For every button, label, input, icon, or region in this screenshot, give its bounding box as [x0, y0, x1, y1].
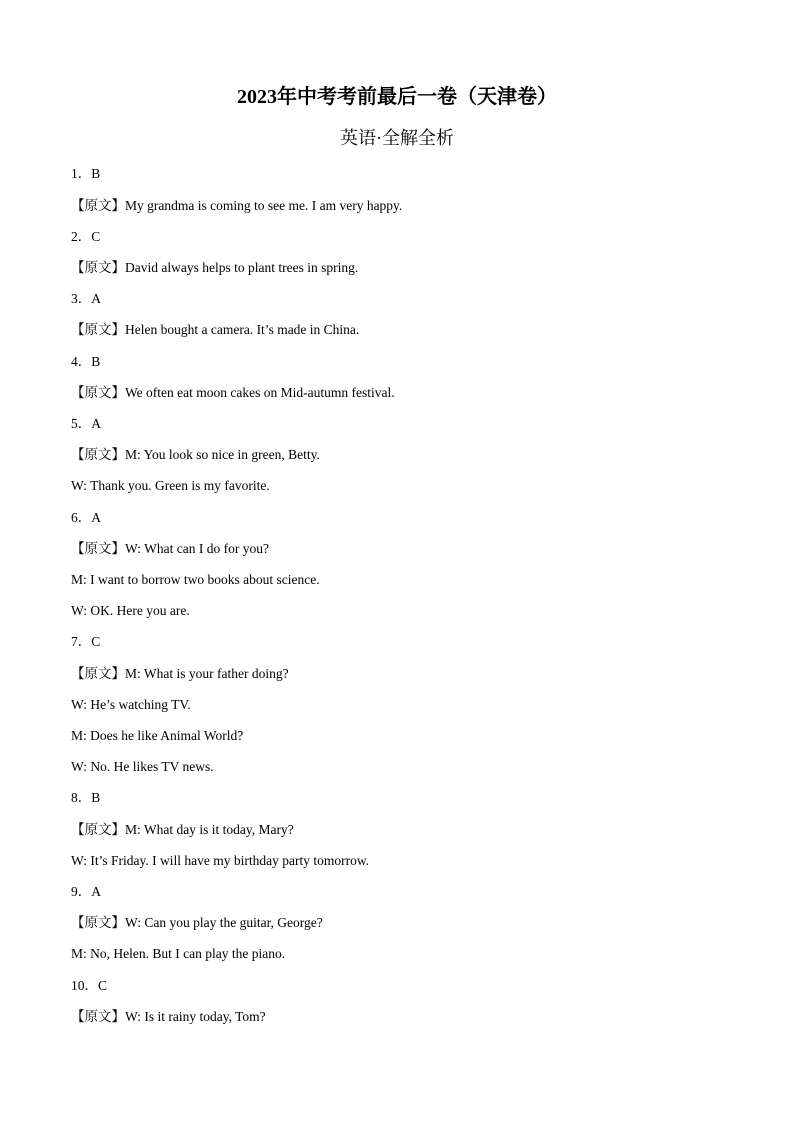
- transcript-line: 【原文】W: Can you play the guitar, George?: [71, 915, 323, 930]
- transcript-line: W: He’s watching TV.: [71, 697, 191, 712]
- transcript-line: 【原文】My grandma is coming to see me. I am very happy.: [71, 198, 403, 213]
- transcript-line: 【原文】M: You look so nice in green, Betty.: [71, 447, 320, 462]
- answer-line: 1．B: [71, 166, 101, 181]
- transcript-line: 【原文】M: What is your father doing?: [71, 666, 289, 681]
- transcript-line: W: It’s Friday. I will have my birthday party tomorrow.: [71, 853, 370, 868]
- document-subtitle: 英语·全解全析: [340, 128, 454, 148]
- answer-line: 5．A: [71, 416, 101, 431]
- transcript-line: W: No. He likes TV news.: [71, 759, 214, 774]
- transcript-line: M: Does he like Animal World?: [71, 728, 244, 743]
- transcript-line: 【原文】Helen bought a camera. It’s made in China.: [71, 322, 360, 337]
- answer-line: 8．B: [71, 790, 101, 805]
- answer-line: 6．A: [71, 510, 101, 525]
- answer-line: 2．C: [71, 229, 101, 244]
- answer-line: 9．A: [71, 884, 101, 899]
- answer-line: 7．C: [71, 634, 101, 649]
- transcript-line: 【原文】W: What can I do for you?: [71, 541, 269, 556]
- transcript-line: 【原文】M: What day is it today, Mary?: [71, 822, 294, 837]
- transcript-line: 【原文】David always helps to plant trees in spring.: [71, 260, 359, 275]
- answer-line: 3．A: [71, 291, 101, 306]
- transcript-line: W: OK. Here you are.: [71, 603, 190, 618]
- transcript-line: 【原文】We often eat moon cakes on Mid-autumn festival.: [71, 385, 395, 400]
- transcript-line: M: No, Helen. But I can play the piano.: [71, 946, 286, 961]
- answer-line: 10．C: [71, 978, 108, 993]
- transcript-line: W: Thank you. Green is my favorite.: [71, 478, 270, 493]
- answer-line: 4．B: [71, 354, 101, 369]
- transcript-line: M: I want to borrow two books about science.: [71, 572, 320, 587]
- transcript-line: 【原文】W: Is it rainy today, Tom?: [71, 1009, 266, 1024]
- document-title: 2023年中考考前最后一卷（天津卷）: [237, 86, 557, 108]
